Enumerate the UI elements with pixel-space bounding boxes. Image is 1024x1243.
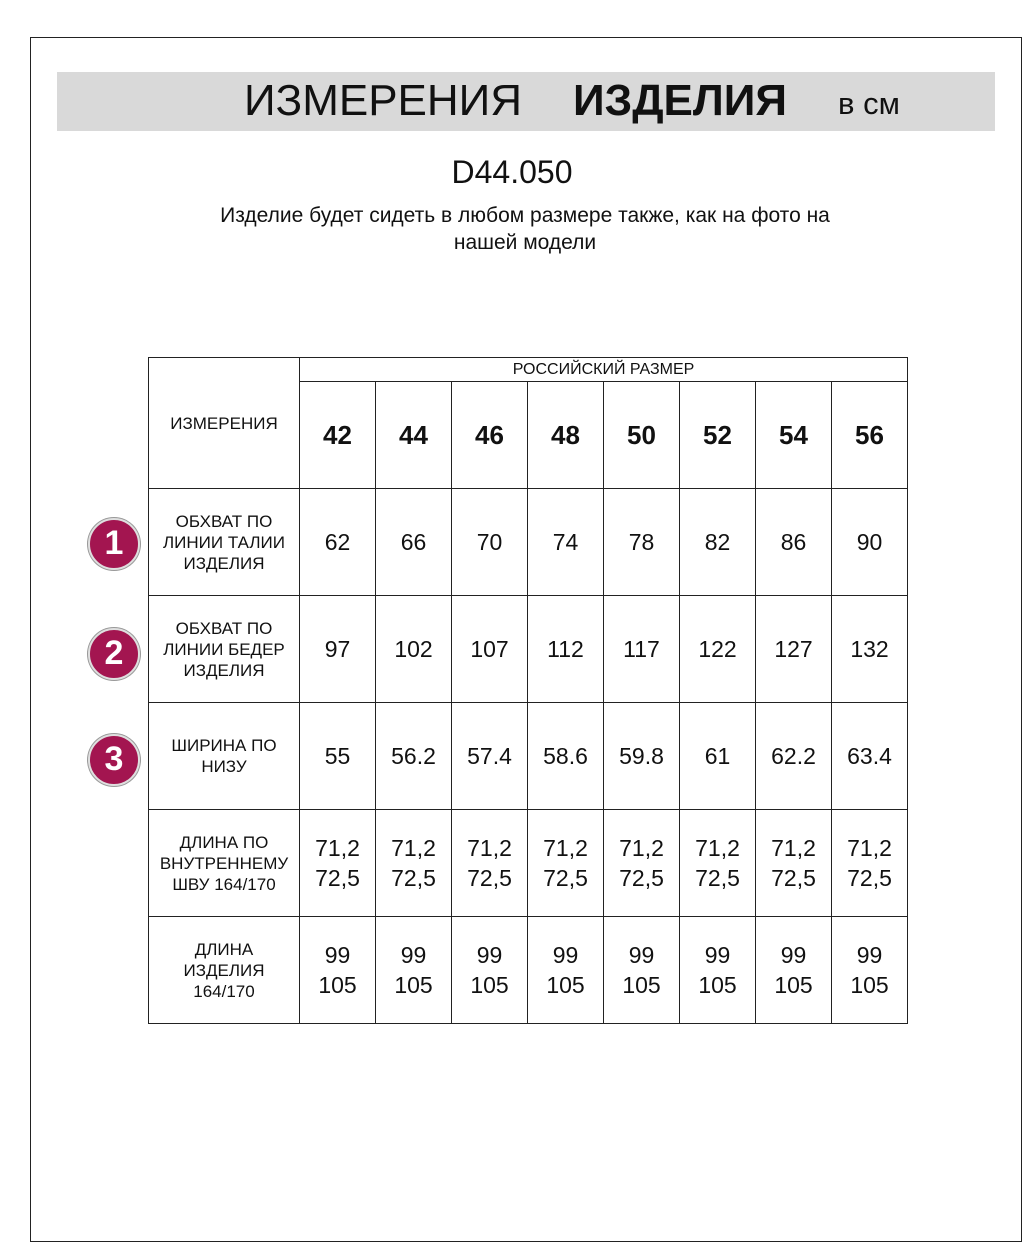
value-range-min: 71,2 xyxy=(771,835,816,861)
value-range-max: 72,5 xyxy=(847,865,892,891)
measurement-label-line: ЛИНИИ ТАЛИИ xyxy=(163,532,285,552)
measurement-label xyxy=(149,703,300,810)
fit-note xyxy=(170,202,880,256)
value-cell: 62 xyxy=(300,489,376,596)
measurement-label-line: ИЗДЕЛИЯ xyxy=(183,660,265,680)
size-header: 56 xyxy=(832,382,908,489)
size-header: 44 xyxy=(376,382,452,489)
measurement-label-line: ШВУ 164/170 xyxy=(172,874,276,894)
value-range-min: 71,2 xyxy=(543,835,588,861)
value-cell: 122 xyxy=(680,596,756,703)
table-header-row xyxy=(149,358,908,382)
value-cell xyxy=(604,917,680,1024)
value-cell: 61 xyxy=(680,703,756,810)
value-range-min: 99 xyxy=(552,942,579,968)
table-row xyxy=(149,917,908,1024)
value-range-max: 72,5 xyxy=(619,865,664,891)
measurement-label-line: ШИРИНА ПО xyxy=(171,736,277,755)
size-header: 54 xyxy=(756,382,832,489)
value-cell xyxy=(680,917,756,1024)
value-cell: 70 xyxy=(452,489,528,596)
header-title-word-product: ИЗДЕЛИЯ xyxy=(573,76,788,125)
value-cell xyxy=(832,917,908,1024)
value-cell: 127 xyxy=(756,596,832,703)
value-range-min: 71,2 xyxy=(619,835,664,861)
corner-label: ИЗМЕРЕНИЯ xyxy=(149,358,300,489)
value-cell xyxy=(452,917,528,1024)
value-range-max: 105 xyxy=(774,972,813,998)
value-range-min: 99 xyxy=(476,942,503,968)
header-unit: в см xyxy=(838,86,900,121)
value-range-min: 99 xyxy=(856,942,883,968)
value-range-max: 72,5 xyxy=(543,865,588,891)
value-cell xyxy=(756,917,832,1024)
value-range-max: 72,5 xyxy=(391,865,436,891)
value-cell xyxy=(832,810,908,917)
measurement-label-line: ИЗДЕЛИЯ xyxy=(183,960,265,980)
size-table xyxy=(148,357,908,1024)
measurement-label-line: ЛИНИИ БЕДЕР xyxy=(163,639,285,659)
table-row xyxy=(149,703,908,810)
badge-2-icon: 2 xyxy=(88,628,140,680)
value-cell xyxy=(376,917,452,1024)
measurement-label-line: ВНУТРЕННЕМУ xyxy=(159,853,289,873)
value-cell: 86 xyxy=(756,489,832,596)
value-range-min: 71,2 xyxy=(391,835,436,861)
measurement-label-line: ОБХВАТ ПО xyxy=(175,618,273,638)
value-cell: 57.4 xyxy=(452,703,528,810)
value-cell: 132 xyxy=(832,596,908,703)
measurement-label-line: 164/170 xyxy=(193,981,255,1001)
value-cell: 90 xyxy=(832,489,908,596)
value-cell: 112 xyxy=(528,596,604,703)
measurement-label xyxy=(149,917,300,1024)
badge-3-icon: 3 xyxy=(88,734,140,786)
value-range-min: 99 xyxy=(628,942,655,968)
value-cell xyxy=(528,810,604,917)
value-cell: 82 xyxy=(680,489,756,596)
value-cell: 78 xyxy=(604,489,680,596)
value-range-min: 71,2 xyxy=(467,835,512,861)
size-header: 46 xyxy=(452,382,528,489)
value-cell xyxy=(300,810,376,917)
value-range-min: 99 xyxy=(400,942,427,968)
measurement-label-line: ИЗДЕЛИЯ xyxy=(183,553,265,573)
value-range-max: 105 xyxy=(318,972,357,998)
value-range-max: 72,5 xyxy=(695,865,740,891)
value-range-min: 99 xyxy=(704,942,731,968)
measurement-label xyxy=(149,810,300,917)
value-range-max: 105 xyxy=(394,972,433,998)
value-cell: 59.8 xyxy=(604,703,680,810)
value-range-max: 105 xyxy=(850,972,889,998)
header-title-word-measurements: ИЗМЕРЕНИЯ xyxy=(244,76,523,125)
measurement-label-line: ДЛИНА ПО xyxy=(179,832,269,852)
value-cell: 66 xyxy=(376,489,452,596)
size-header: 42 xyxy=(300,382,376,489)
value-cell: 97 xyxy=(300,596,376,703)
value-cell xyxy=(756,810,832,917)
value-range-max: 72,5 xyxy=(771,865,816,891)
table-row xyxy=(149,810,908,917)
value-cell: 58.6 xyxy=(528,703,604,810)
value-cell xyxy=(376,810,452,917)
value-range-max: 72,5 xyxy=(315,865,360,891)
value-cell: 102 xyxy=(376,596,452,703)
table-row xyxy=(149,489,908,596)
value-cell: 74 xyxy=(528,489,604,596)
value-range-min: 99 xyxy=(780,942,807,968)
size-header: 48 xyxy=(528,382,604,489)
table-body xyxy=(149,489,908,1024)
value-cell xyxy=(604,810,680,917)
measurement-label-line: НИЗУ xyxy=(201,757,247,776)
size-header: 50 xyxy=(604,382,680,489)
value-cell xyxy=(528,917,604,1024)
value-range-max: 105 xyxy=(622,972,661,998)
measurement-label xyxy=(149,489,300,596)
fit-note-line-2: нашей модели xyxy=(453,231,597,254)
value-cell: 63.4 xyxy=(832,703,908,810)
measurement-label xyxy=(149,596,300,703)
size-group-label: РОССИЙСКИЙ РАЗМЕР xyxy=(300,358,908,382)
size-header: 52 xyxy=(680,382,756,489)
value-range-min: 71,2 xyxy=(847,835,892,861)
measurement-label-line: ДЛИНА xyxy=(194,939,254,959)
table-row xyxy=(149,596,908,703)
badge-1-icon: 1 xyxy=(88,518,140,570)
value-cell: 56.2 xyxy=(376,703,452,810)
value-cell xyxy=(680,810,756,917)
value-range-min: 71,2 xyxy=(315,835,360,861)
value-range-max: 105 xyxy=(470,972,509,998)
value-range-max: 105 xyxy=(698,972,737,998)
value-cell: 62.2 xyxy=(756,703,832,810)
value-cell xyxy=(300,917,376,1024)
fit-note-line-1: Изделие будет сидеть в любом размере также, как на фото на xyxy=(220,204,830,227)
value-range-max: 105 xyxy=(546,972,585,998)
article-number: D44.050 xyxy=(451,154,573,190)
value-cell: 117 xyxy=(604,596,680,703)
value-range-max: 72,5 xyxy=(467,865,512,891)
measurement-label-line: ОБХВАТ ПО xyxy=(175,511,273,531)
value-range-min: 71,2 xyxy=(695,835,740,861)
value-cell: 55 xyxy=(300,703,376,810)
value-range-min: 99 xyxy=(324,942,351,968)
value-cell: 107 xyxy=(452,596,528,703)
value-cell xyxy=(452,810,528,917)
